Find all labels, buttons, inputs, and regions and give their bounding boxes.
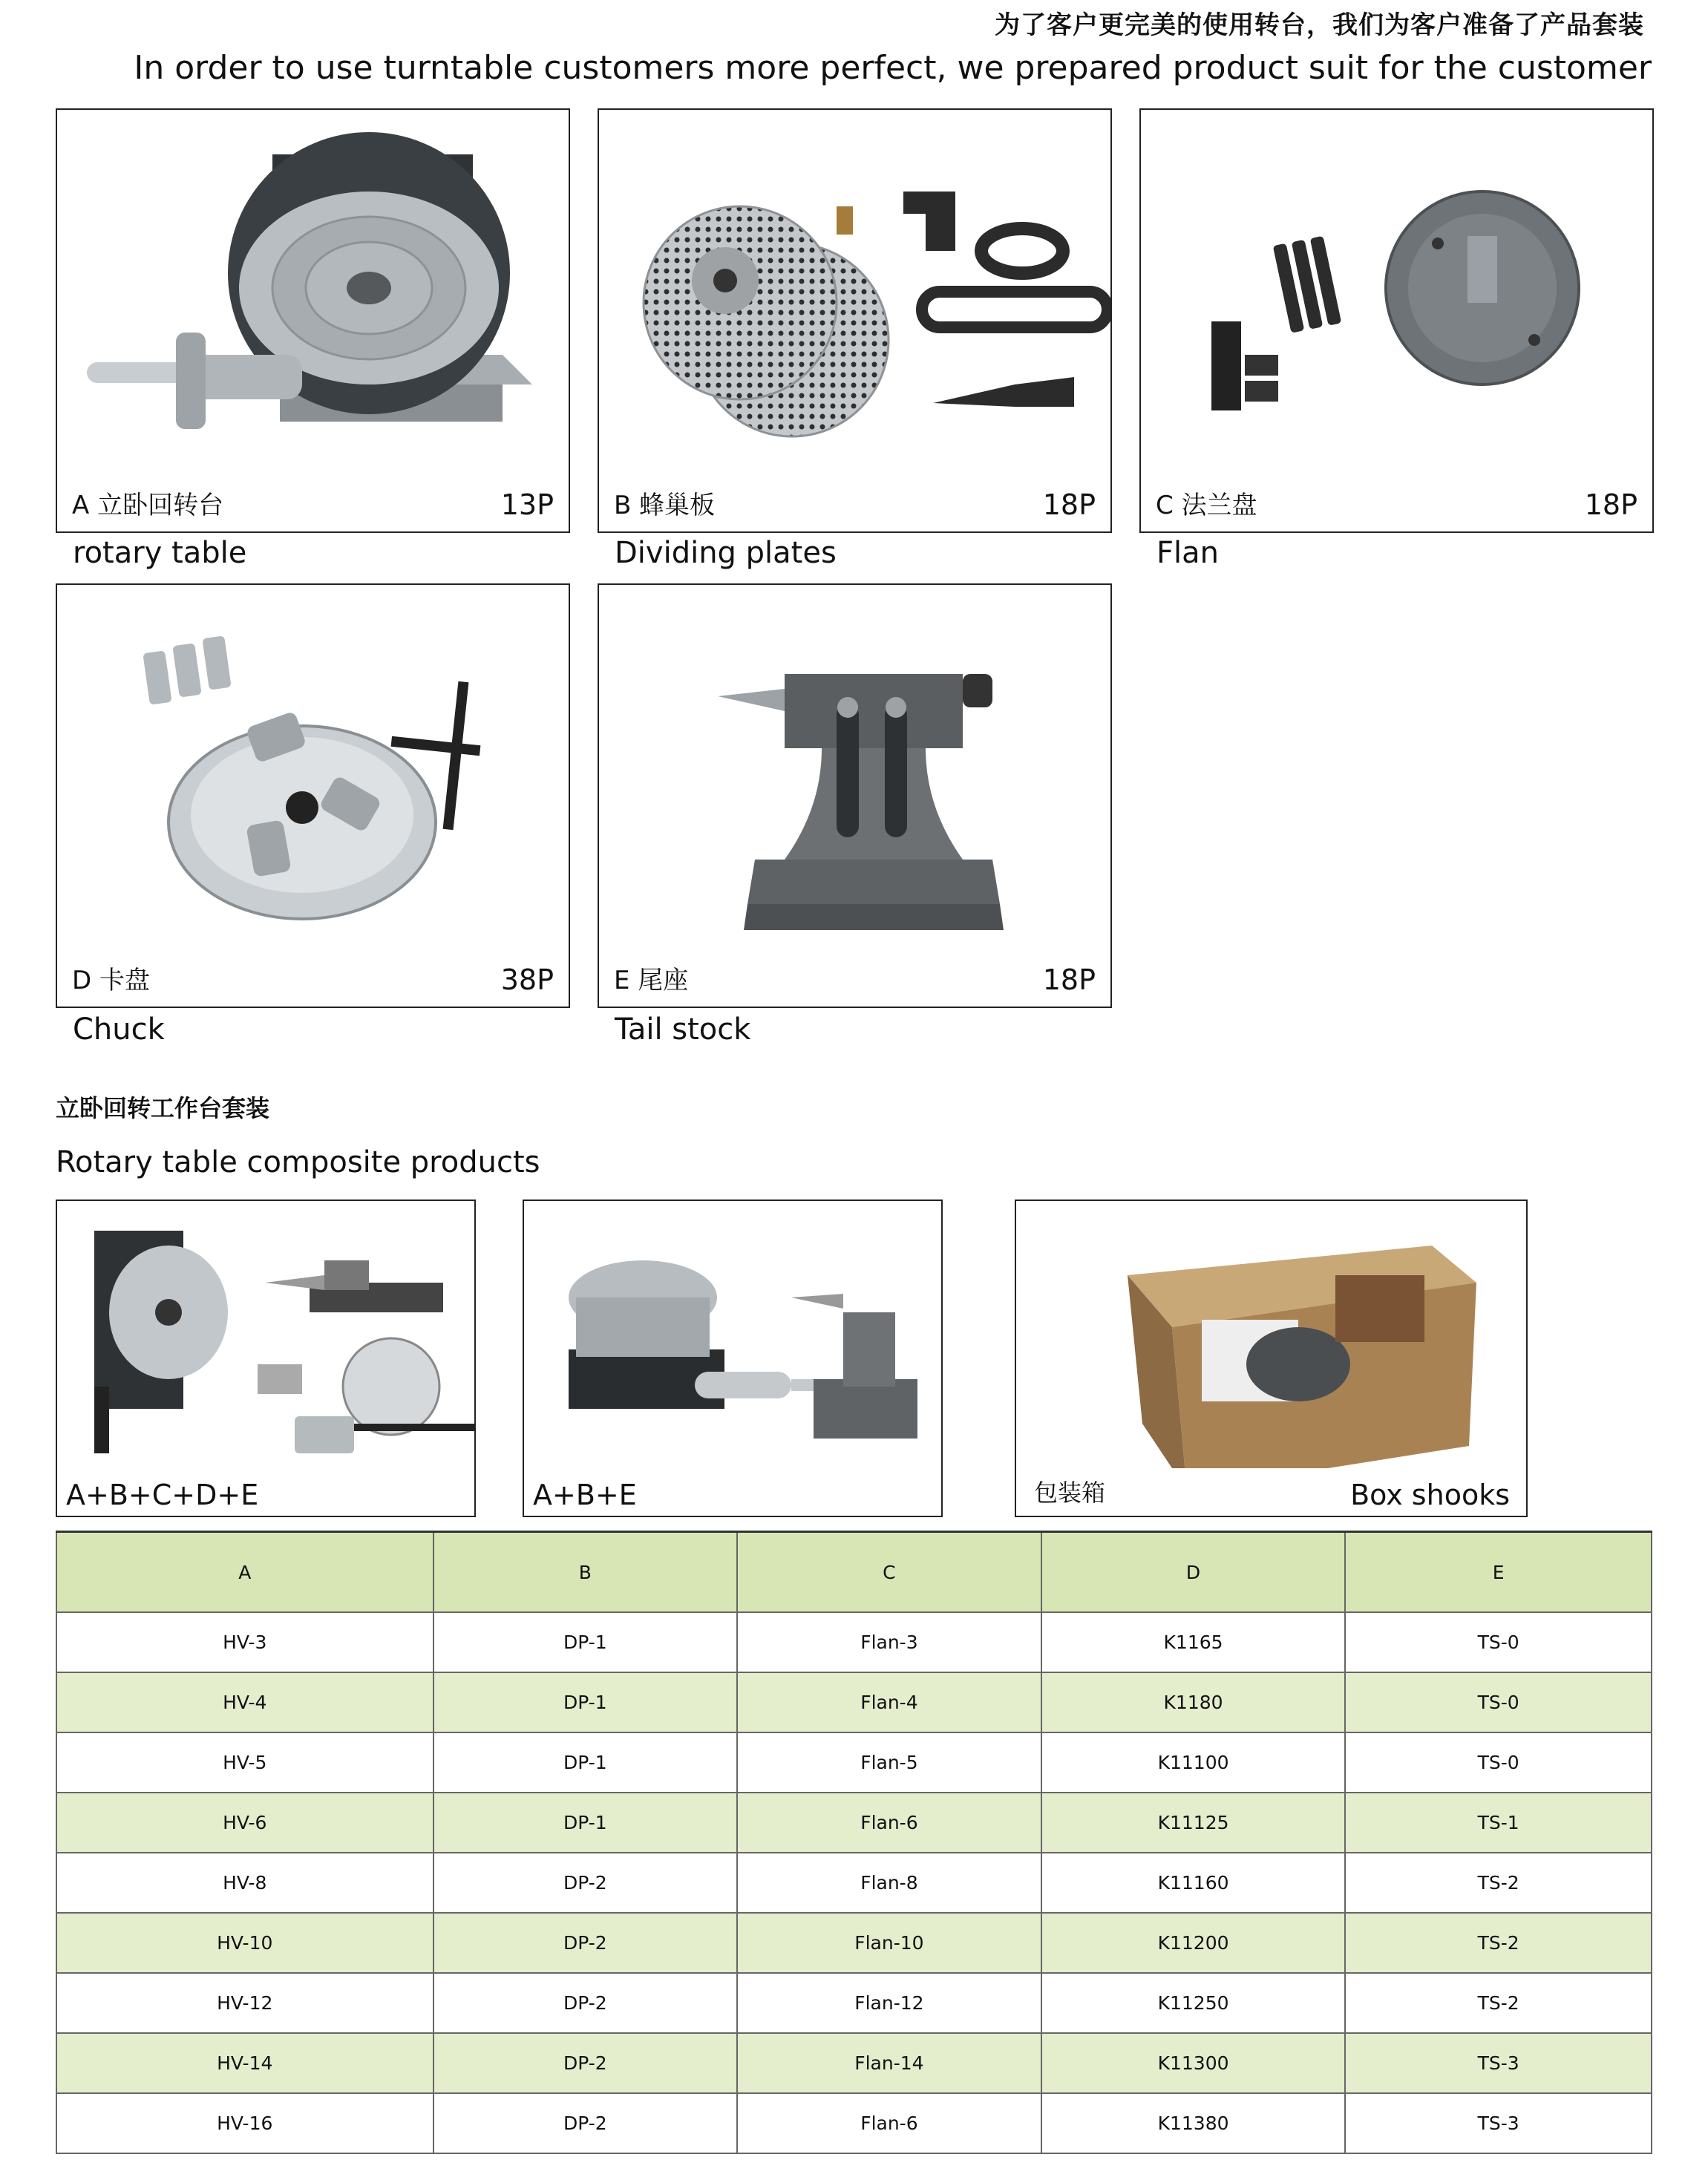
composite-label-abcde: A+B+C+D+E — [66, 1479, 259, 1511]
product-name-e: Tail stock — [615, 1012, 751, 1047]
header-title-en: In order to use turntable customers more perfect, we prepared product suit for the customer — [134, 49, 1652, 87]
table-header-e: E — [1345, 1532, 1652, 1613]
composite-title-cn: 立卧回转工作台套装 — [56, 1094, 270, 1122]
table-cell: K11125 — [1041, 1793, 1346, 1853]
table-cell: TS-0 — [1345, 1672, 1652, 1732]
table-row — [56, 1853, 1652, 1913]
rotary-table-image — [57, 110, 569, 481]
product-card-dividing-plates — [598, 108, 1112, 533]
chuck-image — [57, 585, 569, 956]
table-cell: HV-6 — [56, 1793, 433, 1853]
composite-title-en: Rotary table composite products — [56, 1145, 540, 1179]
table-header-a: A — [56, 1532, 433, 1613]
box-shooks-image — [1016, 1201, 1526, 1468]
table-cell: HV-8 — [56, 1853, 433, 1913]
spec-table — [56, 1531, 1652, 2154]
flan-image — [1141, 110, 1652, 481]
table-header-row — [56, 1532, 1652, 1613]
product-name-b: Dividing plates — [615, 536, 837, 570]
table-header-b: B — [433, 1532, 738, 1613]
product-pages-d: 38P — [500, 963, 554, 996]
product-card-rotary-table — [56, 108, 570, 533]
table-cell: HV-12 — [56, 1973, 433, 2033]
table-cell: TS-1 — [1345, 1793, 1652, 1853]
table-cell: TS-3 — [1345, 2033, 1652, 2093]
tail-stock-image — [599, 585, 1110, 956]
dividing-plates-image — [599, 110, 1110, 481]
product-name-c: Flan — [1156, 536, 1219, 570]
table-cell: DP-2 — [433, 1853, 738, 1913]
table-cell: K11250 — [1041, 1973, 1346, 2033]
product-card-tail-stock — [598, 583, 1112, 1008]
table-cell: Flan-6 — [737, 2093, 1041, 2153]
table-cell: K1165 — [1041, 1612, 1346, 1672]
table-row — [56, 1793, 1652, 1853]
product-pages-a: 13P — [500, 488, 554, 521]
table-cell: TS-2 — [1345, 1913, 1652, 1973]
product-card-chuck — [56, 583, 570, 1008]
product-name-d: Chuck — [73, 1012, 165, 1047]
product-label-d: D 卡盘 — [72, 966, 150, 995]
table-cell: HV-3 — [56, 1612, 433, 1672]
table-cell: DP-2 — [433, 1973, 738, 2033]
table-cell: DP-2 — [433, 2093, 738, 2153]
table-cell: Flan-5 — [737, 1732, 1041, 1793]
table-cell: K11200 — [1041, 1913, 1346, 1973]
product-pages-c: 18P — [1584, 488, 1637, 521]
table-cell: TS-0 — [1345, 1732, 1652, 1793]
table-row — [56, 1973, 1652, 2033]
product-label-c: C 法兰盘 — [1156, 491, 1257, 520]
table-cell: Flan-6 — [737, 1793, 1041, 1853]
header-title-cn: 为了客户更完美的使用转台，我们为客户准备了产品套装 — [995, 10, 1644, 40]
product-label-e: E 尾座 — [614, 966, 689, 995]
product-label-b: B 蜂巢板 — [614, 491, 716, 520]
composite-label-box-cn: 包装箱 — [1034, 1479, 1106, 1507]
table-cell: HV-16 — [56, 2093, 433, 2153]
table-header-c: C — [737, 1532, 1041, 1613]
product-pages-e: 18P — [1042, 963, 1096, 996]
table-cell: Flan-14 — [737, 2033, 1041, 2093]
table-cell: DP-2 — [433, 2033, 738, 2093]
product-card-flan — [1139, 108, 1654, 533]
table-header-d: D — [1041, 1532, 1346, 1613]
table-cell: DP-1 — [433, 1732, 738, 1793]
composite-card-abcde — [56, 1200, 476, 1517]
table-cell: HV-5 — [56, 1732, 433, 1793]
composite-label-abe: A+B+E — [533, 1479, 637, 1511]
table-cell: DP-2 — [433, 1913, 738, 1973]
composite-abe-image — [524, 1201, 941, 1468]
table-cell: Flan-12 — [737, 1973, 1041, 2033]
table-cell: K11100 — [1041, 1732, 1346, 1793]
table-row — [56, 2093, 1652, 2153]
table-cell: DP-1 — [433, 1672, 738, 1732]
table-row — [56, 1612, 1652, 1672]
table-row — [56, 1913, 1652, 1973]
table-cell: Flan-8 — [737, 1853, 1041, 1913]
composite-abcde-image — [57, 1201, 474, 1468]
table-cell: TS-2 — [1345, 1853, 1652, 1913]
table-row — [56, 1672, 1652, 1732]
table-row — [56, 1732, 1652, 1793]
composite-label-box-en: Box shooks — [1350, 1479, 1510, 1511]
table-cell: TS-2 — [1345, 1973, 1652, 2033]
table-cell: K1180 — [1041, 1672, 1346, 1732]
table-cell: Flan-10 — [737, 1913, 1041, 1973]
table-cell: DP-1 — [433, 1793, 738, 1853]
table-cell: DP-1 — [433, 1612, 738, 1672]
table-cell: TS-0 — [1345, 1612, 1652, 1672]
table-cell: HV-14 — [56, 2033, 433, 2093]
table-cell: K11160 — [1041, 1853, 1346, 1913]
composite-card-box — [1015, 1200, 1528, 1517]
table-cell: TS-3 — [1345, 2093, 1652, 2153]
table-cell: K11380 — [1041, 2093, 1346, 2153]
composite-card-abe — [523, 1200, 943, 1517]
table-row — [56, 2033, 1652, 2093]
product-name-a: rotary table — [73, 536, 247, 570]
table-cell: HV-4 — [56, 1672, 433, 1732]
table-cell: Flan-3 — [737, 1612, 1041, 1672]
table-cell: HV-10 — [56, 1913, 433, 1973]
table-cell: K11300 — [1041, 2033, 1346, 2093]
table-cell: Flan-4 — [737, 1672, 1041, 1732]
product-pages-b: 18P — [1042, 488, 1096, 521]
product-label-a: A 立卧回转台 — [72, 491, 224, 520]
